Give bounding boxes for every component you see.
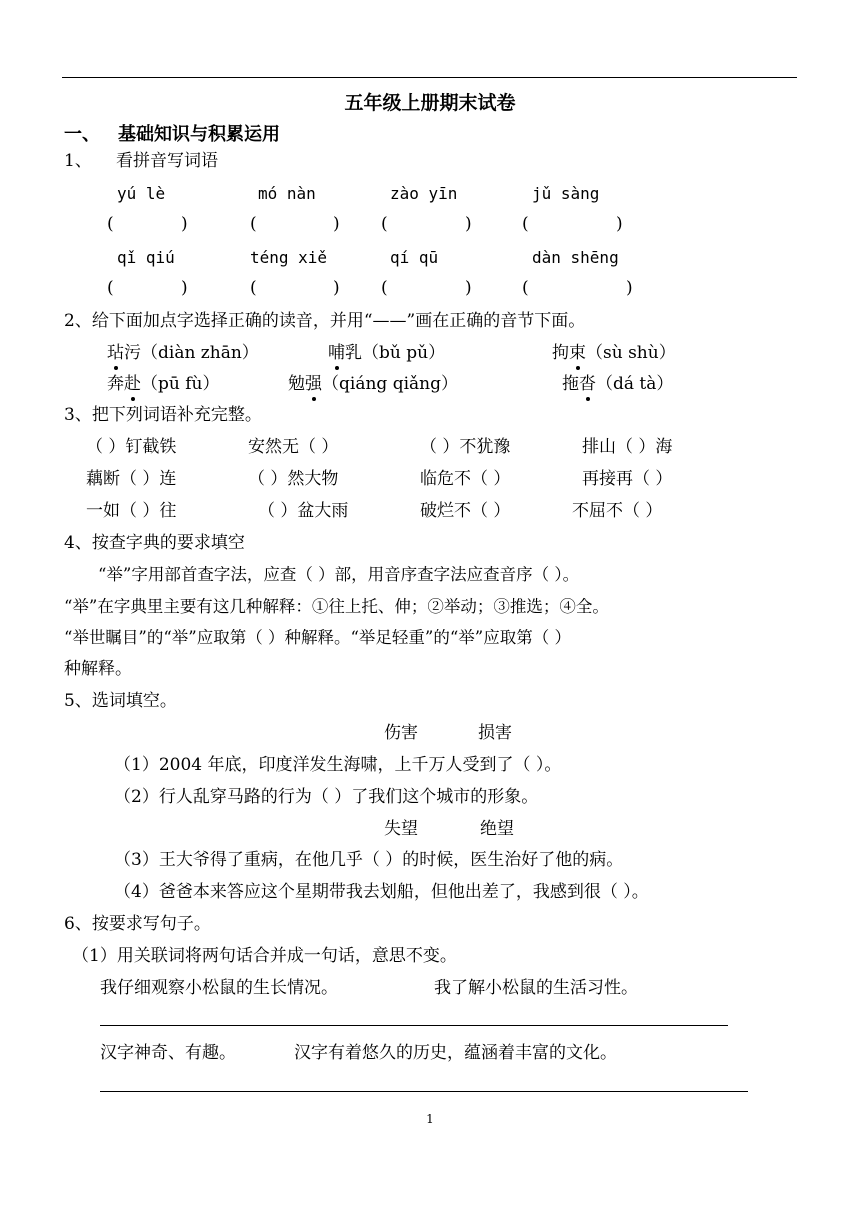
pinyin-6: téng xiě [250,248,328,267]
answer-paren-open: ( [381,278,388,298]
dotted-char: 赴 [124,374,141,394]
dictionary-line-4: 种解释。 [64,659,132,679]
dotted-char: 哺 [328,343,345,363]
answer-paren-open: ( [381,214,388,234]
question-4-heading: 4、按查字典的要求填空 [64,533,245,553]
section-number: 一、 [64,124,100,145]
answer-paren-close: ) [465,214,472,234]
answer-paren-open: ( [107,278,114,298]
header-rule [62,77,797,78]
section-heading [64,120,280,146]
question-1-heading [64,150,218,172]
answer-paren-close: ) [616,214,623,234]
page-number: 1 [426,1112,434,1126]
answer-line [100,1091,748,1092]
idiom-blank: 安然无（ ） [248,437,339,457]
pinyin-choices: （pū fù） [141,374,220,394]
idiom-blank: 藕断（ ）连 [86,469,177,489]
fill-sentence-1: （1）2004 年底，印度洋发生海啸，上千万人受到了（ ）。 [114,755,562,775]
reading-item-2 [328,342,445,364]
pinyin-3: zào yīn [390,184,458,203]
question-5-heading: 5、选词填空。 [64,691,177,711]
dictionary-line-3: “举世瞩目”的“举”应取第（ ）种解释。“举足轻重”的“举”应取第（ ） [64,628,571,647]
fill-sentence-3: （3）王大爷得了重病，在他几乎（ ）的时候，医生治好了他的病。 [114,850,624,870]
answer-paren-open: ( [250,278,257,298]
answer-paren-open: ( [522,214,529,234]
idiom-blank: （ ）不犹豫 [420,437,511,457]
example-sentence: 我仔细观察小松鼠的生长情况。 [100,978,338,998]
example-sentence: 汉字有着悠久的历史，蕴涵着丰富的文化。 [294,1043,617,1063]
reading-item-4 [107,373,219,395]
char: 拖 [562,374,579,394]
question-2-heading: 2、给下面加点字选择正确的读音，并用“——”画在正确的音节下面。 [64,311,586,331]
word-choice: 伤害 [384,723,418,743]
pinyin-choices: （dá tà） [596,374,674,394]
dictionary-line-2: “举”在字典里主要有这几种解释：①往上托、伸；②举动；③推选；④全。 [64,597,609,616]
reading-item-5 [288,373,458,395]
word-choice: 绝望 [480,819,514,839]
idiom-blank: （ ）盆大雨 [258,501,349,521]
idiom-blank: （ ）然大物 [248,469,339,489]
fill-sentence-4: （4）爸爸本来答应这个星期带我去划船，但他出差了，我感到很（ ）。 [114,882,649,902]
char: 勉 [288,374,305,394]
answer-line [100,1025,728,1026]
answer-paren-close: ) [333,214,340,234]
section-label: 基础知识与积累运用 [118,124,280,145]
pinyin-choices: 乳（bǔ pǔ） [345,343,446,363]
answer-paren-close: ) [465,278,472,298]
example-sentence: 汉字神奇、有趣。 [100,1043,236,1063]
idiom-blank: 不屈不（ ） [572,501,663,521]
answer-paren-open: ( [107,214,114,234]
reading-item-1 [107,342,259,364]
pinyin-choices: 污（diàn zhān） [124,343,259,363]
answer-paren-open: ( [522,278,529,298]
char: 奔 [107,374,124,394]
idiom-blank: 破烂不（ ） [420,501,511,521]
dictionary-line-1: “举”字用部首查字法，应查（ ）部，用音序查字法应查音序（ ）。 [98,565,580,584]
answer-paren-open: ( [250,214,257,234]
page-title: 五年级上册期末试卷 [344,92,516,114]
idiom-blank: 再接再（ ） [582,469,673,489]
word-choice: 损害 [478,723,512,743]
idiom-blank: 临危不（ ） [420,469,511,489]
example-sentence: 我了解小松鼠的生活习性。 [434,978,638,998]
pinyin-7: qí qū [390,248,439,267]
question-3-heading: 3、把下列词语补充完整。 [64,405,262,425]
question-6-heading: 6、按要求写句子。 [64,914,211,934]
pinyin-choices: （qiáng qiǎng） [322,374,458,394]
dotted-char: 强 [305,374,322,394]
pinyin-choices: （sù shù） [586,343,676,363]
pinyin-4: jǔ sàng [532,184,600,203]
question-label: 看拼音写词语 [116,151,218,171]
answer-paren-close: ) [333,278,340,298]
dotted-char: 束 [569,343,586,363]
pinyin-1: yú lè [117,184,166,203]
reading-item-3 [552,342,676,364]
pinyin-2: mó nàn [258,184,316,203]
dotted-char: 沓 [579,374,596,394]
answer-paren-close: ) [181,214,188,234]
idiom-blank: 排山（ ）海 [582,437,673,457]
char: 拘 [552,343,569,363]
answer-paren-close: ) [626,278,633,298]
idiom-blank: 一如（ ）往 [86,501,177,521]
answer-paren-close: ) [181,278,188,298]
question-number: 1、 [64,151,92,171]
dotted-char: 玷 [107,343,124,363]
reading-item-6 [562,373,673,395]
word-choice: 失望 [384,819,418,839]
pinyin-8: dàn shēng [532,248,619,267]
sub-question-1: （1）用关联词将两句话合并成一句话，意思不变。 [72,946,457,966]
fill-sentence-2: （2）行人乱穿马路的行为（ ）了我们这个城市的形象。 [114,787,539,807]
idiom-blank: （ ）钉截铁 [86,437,177,457]
pinyin-5: qǐ qiú [117,248,175,267]
